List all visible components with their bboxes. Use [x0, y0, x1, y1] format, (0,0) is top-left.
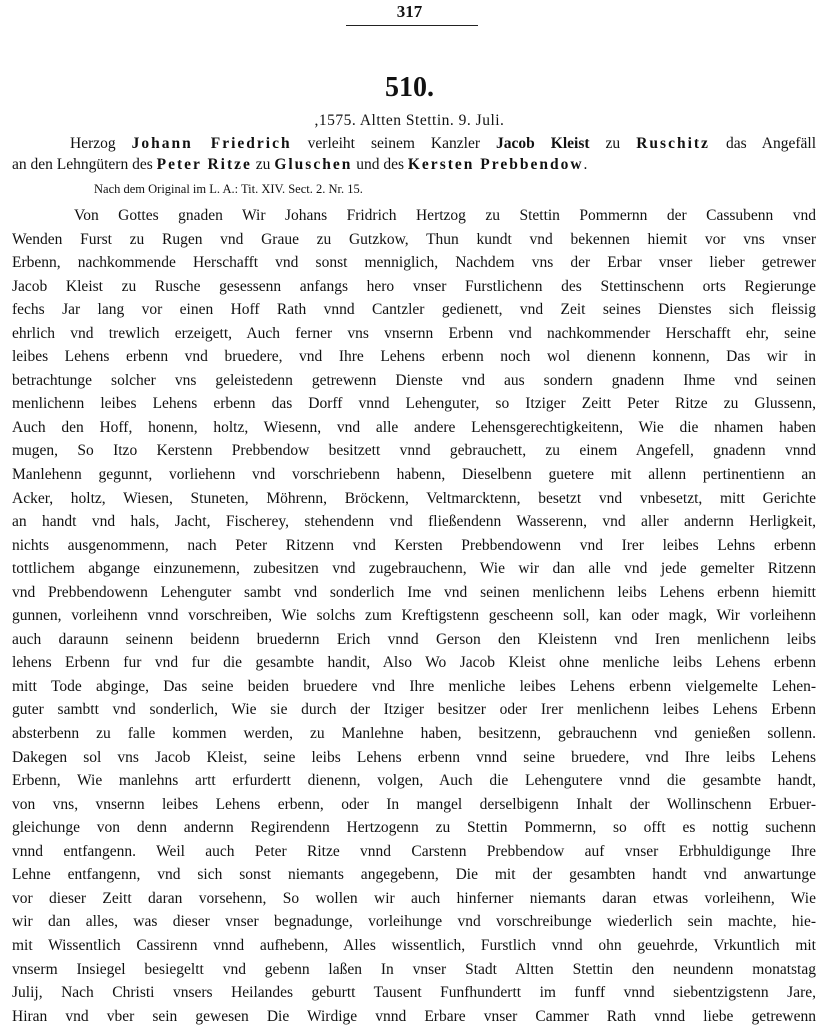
summary-line1-segment: Johann Friedrich: [131, 135, 292, 152]
body-line: guter sambtt vnd sonderlich, Wie sie durch der Itziger besitzer oder Irer menlichenn leibes Lehens Erbenn: [12, 701, 816, 719]
summary-line2-segment: .: [583, 156, 588, 173]
dateline: ,1575. Altten Stettin. 9. Juli.: [314, 112, 505, 129]
summary-line-2: [12, 154, 816, 175]
document-body: [12, 204, 816, 1028]
body-line: Acker, holtz, Wiesen, Stuneten, Möhrenn, Bröckenn, Veltmarcktenn, besetzt vnd vnbesetzt, mitt Gerichte: [12, 489, 816, 507]
summary-line2-segment: an den Lehngütern des: [12, 156, 157, 173]
body-line: auch daraunn seinenn beidenn bruedernn Erich vnnd Gerson den Kleistenn vnd Iren menlichenn leibs: [12, 630, 816, 648]
header-rule: [346, 25, 478, 26]
summary-line1-segment: verleiht seinem Kanzler: [291, 135, 497, 152]
summary-line1-segment: das Angefäll: [709, 135, 816, 152]
summary-line1-segment: Herzog: [70, 135, 132, 152]
body-line: menlichenn leibes Lehens erbenn das Dorff vnnd Lehenguter, so Itziger Zeitt Peter Ritze zu Glussenn,: [12, 395, 816, 413]
body-line: von vns, vnsernn leibes Lehens erbenn, oder In mangel derselbigenn Inhalt der Wollinschenn Erbuer-: [12, 795, 816, 813]
summary-line1-segment: Ruschitz: [636, 135, 710, 152]
body-line: an handt vnd hals, Jacht, Fischerey, stehendenn vnd fließendenn Wasserenn, vnd aller andernn Herligkeit,: [12, 513, 816, 531]
body-line: Lehne entfangenn, vnd sich sonst niemants angegebenn, Die mit der gesambten handt vnd anwartunge: [12, 866, 816, 884]
body-line: nichts ausgenommenn, nach Peter Ritzenn vnd Kersten Prebbendowenn vnd Irer leibes Lehns erbenn: [12, 536, 816, 554]
body-line: vnd Prebbendowenn Lehenguter sambt vnd sonderlich Ime vnd seinen menlichenn leibs Lehens erbenn hiemitt: [12, 583, 816, 601]
summary-line2-segment: Peter Ritze: [156, 156, 252, 173]
body-line: Jacob Kleist zu Rusche gesessenn anfangs hero vnser Furstlichenn des Stettinschenn orts Regierunge: [12, 277, 816, 295]
body-line: Erbenn, Wie manlehns artt erfurdertt dienenn, volgen, Auch die Lehengutere vnnd die gesambte handt,: [12, 772, 816, 790]
summary-line1-segment: zu: [589, 135, 637, 152]
body-line: ehrlich vnd trewlich erzeigett, Auch ferner vns vnsernn Erbenn vnd nachkommender Herschafft ehr, seine: [12, 324, 816, 342]
body-line: Dakegen sol vns Jacob Kleist, seine leibs Lehens erbenn vnnd seine bruedere, vnd Ihre leibs Lehens: [12, 748, 816, 766]
summary-line-1: [12, 133, 816, 154]
page-number: 317: [396, 2, 423, 21]
body-line: gunnen, vorleihenn vnnd vorschreiben, Wie solchs zum Kreftigstenn gescheenn soll, kan oder magk, Wir vorleihenn: [12, 607, 816, 625]
body-line: Wenden Furst zu Rugen vnd Graue zu Gutzkow, Thun kundt vnd bekennen hiemit vor vns vnser: [12, 230, 816, 248]
document-summary: [12, 133, 816, 175]
body-line: betrachtunge solcher vns geleistedenn getrewenn Dienste vnd aus sondern gnadenn Ihme vnd seinen: [12, 371, 816, 389]
body-line: absterbenn zu falle kommen werden, zu Manlehne haben, besitzenn, gebrauchenn vnd genießen sollenn.: [12, 725, 816, 743]
body-line: Manlehenn gegunnt, vorliehenn vnd vorschriebenn habenn, Dieselbenn guetere mit allenn pertinentienn an: [12, 466, 816, 484]
body-line: vnserm Insiegel besiegeltt vnd gebenn laßen In vnser Stadt Altten Stettin den neundenn monatstag: [12, 960, 816, 978]
body-line: mugen, So Itzo Kerstenn Prebbendow besitzett vnnd gebrauchett, zu einem Angefell, gnadenn vnnd: [12, 442, 816, 460]
body-line: fechs Jar lang vor einen Hoff Rath vnnd Cantzler gedienett, vnd Zeit seines Dienstes sich fleissig: [12, 301, 816, 319]
body-line: mitt Tode abginge, Das seine beiden bruedere vnd Ihre menliche leibes Lehens erbenn vielgemelte Lehen-: [12, 677, 816, 695]
body-line: Julij, Nach Christi vnsers Heilandes geburtt Tausent Funfhundertt im funff vnnd siebentzigstenn Jare,: [12, 984, 816, 1002]
body-line: vor dieser Zeitt daran vorsehenn, So wollen wir auch hinferner niemants daran etwas vorleihenn, Wie: [12, 889, 816, 907]
body-line: Von Gottes gnaden Wir Johans Fridrich Hertzog zu Stettin Pommernn der Cassubenn vnd: [74, 207, 816, 224]
source-note: Nach dem Original im L. A.: Tit. XIV. Sect. 2. Nr. 15.: [94, 182, 363, 196]
summary-line2-segment: und des: [352, 156, 408, 173]
body-line: Hiran vnd vber sein gewesen Die Wirdige vnnd Erbare vnser Cammer Rath vnnd liebe getrewenn: [12, 1007, 816, 1025]
body-line: wir dan alles, was dieser vnser begnadunge, vorleihunge vnd vorschreibunge wiederlich sein machte, hie-: [12, 913, 816, 931]
summary-line1-segment: Jacob Kleist: [496, 135, 590, 152]
body-line: gleichunge von denn andernn Regirendenn Hertzogenn zu Stettin Pommernn, so offt es nottig suchenn: [12, 819, 816, 837]
body-line: mit Wissentlich Cassirenn vnnd aufhebenn, Alles wissentlich, Furstlich vnnd ohn geuehrde, Vrkuntlich mit: [12, 936, 816, 954]
body-line: vnnd entfangenn. Weil auch Peter Ritze vnnd Carstenn Prebbendow auf vnser Erbhuldigunge Ihre: [12, 842, 816, 860]
summary-line2-segment: Gluschen: [274, 156, 353, 173]
document-number: 510.: [385, 72, 434, 103]
body-line: tottlichem abgange einzunemenn, zubesitzen vnd zugebrauchenn, Wie wir dan alle vnd jede gemelter Ritzenn: [12, 560, 816, 578]
body-line: leibes Lehens erbenn vnd bruedere, vnd Ihre Lehens erbenn noch wol dienenn konnenn, Das wir in: [12, 348, 816, 366]
summary-line2-segment: Kersten Prebbendow: [407, 156, 584, 173]
body-line: lehens Erbenn fur vnd fur die gesambte handit, Also Wo Jacob Kleist ohne menliche leibs Lehens erbenn: [12, 654, 816, 672]
body-line: Auch den Hoff, honenn, holtz, Wiesenn, vnd alle andere Lehensgerechtigkeitenn, Wie die nhamen haben: [12, 418, 816, 436]
body-line: Erbenn, nachkommende Herschafft vnd sonst menniglich, Nachdem vns der Erbar vnser lieber getrewer: [12, 254, 816, 272]
summary-line2-segment: zu: [251, 156, 275, 173]
